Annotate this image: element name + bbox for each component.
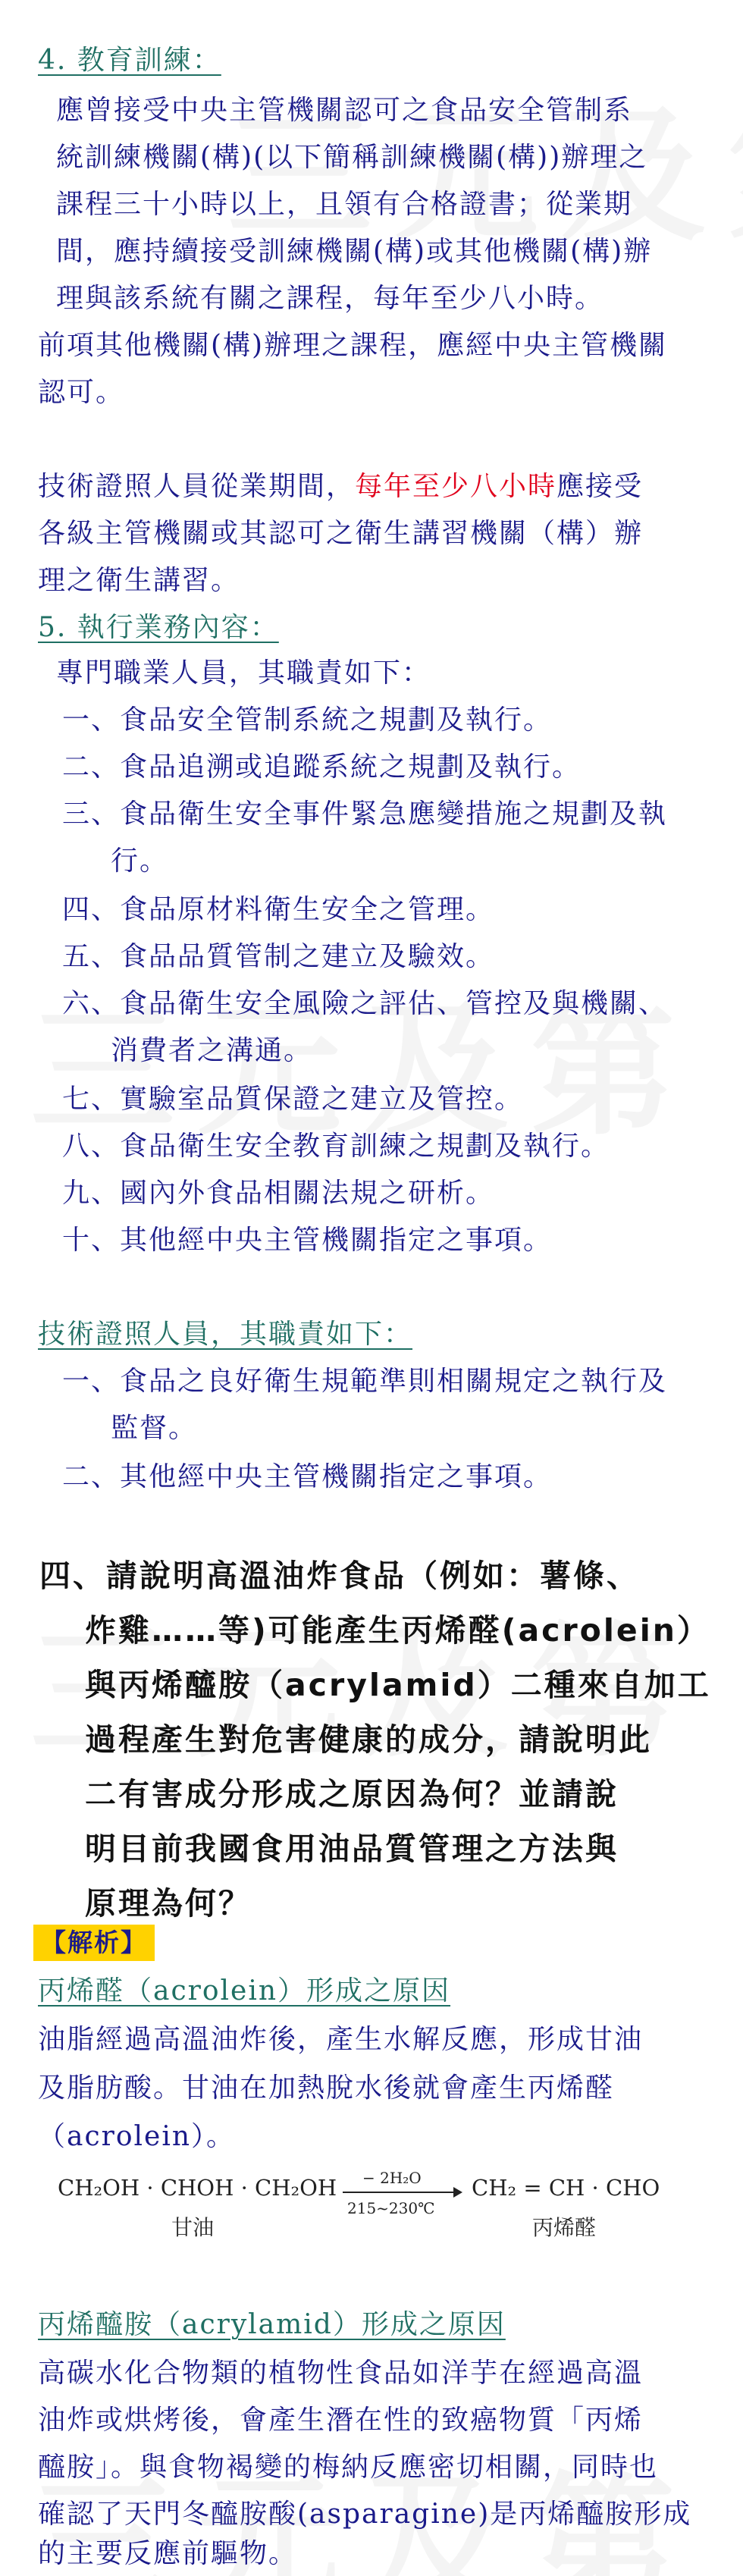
paragraph-line: 的主要反應前驅物。 [38, 2538, 298, 2569]
section-heading-duties: 5. 執行業務內容： [38, 612, 279, 643]
duty-item-continued: 監督。 [111, 1413, 198, 1444]
paragraph-line: 前項其他機關(構)辦理之課程，應經中央主管機關 [38, 330, 668, 361]
paragraph-line: 高碳水化合物類的植物性食品如洋芋在經過高溫 [38, 2358, 644, 2389]
duty-item: 二、食品追溯或追蹤系統之規劃及執行。 [62, 751, 582, 783]
duty-item: 九、國內外食品相關法規之研析。 [62, 1178, 495, 1209]
question-line: 二有害成分形成之原因為何？並請說 [85, 1776, 619, 1812]
duty-item: 一、食品安全管制系統之規劃及執行。 [62, 704, 553, 736]
paragraph-line: 理與該系統有關之課程，每年至少八小時。 [56, 283, 604, 314]
duty-item: 一、食品之良好衛生規範準則相關規定之執行及 [62, 1366, 668, 1397]
paragraph-line: 理之衛生講習。 [38, 565, 240, 596]
paragraph-line: （acrolein）。 [38, 2121, 236, 2152]
duty-item: 四、食品原材料衛生安全之管理。 [62, 894, 495, 925]
section-heading-tech-duties: 技術證照人員，其職責如下： [38, 1319, 413, 1350]
formula-condition-bottom: 215~230℃ [347, 2199, 435, 2217]
formula-product-name: 丙烯醛 [532, 2215, 597, 2240]
duty-item: 二、其他經中央主管機關指定之事項。 [62, 1461, 553, 1492]
duties-intro: 專門職業人員，其職責如下： [56, 657, 431, 689]
formula-reactant: CH₂OH · CHOH · CH₂OH [58, 2175, 337, 2201]
text-segment: 技術證照人員從業期間， [38, 471, 356, 502]
question-line: 炸雞……等)可能產生丙烯醛(acrolein） [85, 1612, 710, 1649]
acrylamid-heading: 丙烯醯胺（acrylamid）形成之原因 [38, 2309, 506, 2340]
paragraph-line: 間，應持續接受訓練機關(構)或其他機關(構)辦 [56, 236, 653, 267]
duty-item: 七、實驗室品質保證之建立及管控。 [62, 1084, 524, 1115]
question-line: 與丙烯醯胺（acrylamid）二種來自加工 [85, 1667, 711, 1703]
duty-item: 八、食品衛生安全教育訓練之規劃及執行。 [62, 1131, 610, 1162]
paragraph-line: 認可。 [38, 377, 125, 408]
duty-item: 三、食品衛生安全事件緊急應變措施之規劃及執 [62, 799, 668, 830]
paragraph-line: 油脂經過高溫油炸後，產生水解反應，形成甘油 [38, 2024, 644, 2055]
duty-item: 六、食品衛生安全風險之評估、管控及與機關、 [62, 988, 668, 1019]
formula-product: CH₂ = CH · CHO [472, 2175, 660, 2201]
reaction-arrow-icon [343, 2192, 461, 2193]
text-segment: 應接受 [556, 471, 644, 502]
paragraph-line: 醯胺」。與食物褐變的梅納反應密切相關，同時也 [38, 2452, 659, 2483]
duty-item-continued: 消費者之溝通。 [111, 1035, 313, 1066]
acrolein-heading: 丙烯醛（acrolein）形成之原因 [38, 1975, 451, 2007]
paragraph-line: 各級主管機關或其認可之衛生講習機關（構）辦 [38, 518, 644, 549]
duty-item: 五、食品品質管制之建立及驗效。 [62, 941, 495, 972]
duty-item-continued: 行。 [111, 846, 169, 877]
question-line: 過程產生對危害健康的成分，請說明此 [85, 1721, 652, 1758]
highlight-text: 每年至少八小時 [355, 471, 557, 502]
section-heading-education: 4. 教育訓練： [38, 45, 221, 76]
paragraph-line: 及脂肪酸。甘油在加熱脫水後就會產生丙烯醛 [38, 2072, 615, 2104]
paragraph-line: 油炸或烘烤後，會產生潛在性的致癌物質「丙烯 [38, 2405, 644, 2436]
analysis-tag: 【解析】 [33, 1925, 155, 1961]
question-line: 四、請說明高溫油炸食品（例如：薯條、 [39, 1558, 640, 1594]
question-line: 原理為何？ [85, 1885, 252, 1922]
reaction-formula [58, 2167, 710, 2258]
paragraph-line-highlight [38, 470, 643, 504]
paragraph-line: 應曾接受中央主管機關認可之食品安全管制系 [56, 95, 633, 126]
paragraph-line: 確認了天門冬醯胺酸(asparagine)是丙烯醯胺形成 [38, 2499, 692, 2530]
formula-condition-top: − 2H₂O [362, 2169, 422, 2187]
duty-item: 十、其他經中央主管機關指定之事項。 [62, 1225, 553, 1256]
formula-reactant-name: 甘油 [171, 2215, 215, 2240]
paragraph-line: 統訓練機關(構)(以下簡稱訓練機關(構))辦理之 [56, 142, 648, 173]
paragraph-line: 課程三十小時以上，且領有合格證書；從業期 [56, 189, 633, 220]
question-line: 明目前我國食用油品質管理之方法與 [85, 1831, 619, 1867]
